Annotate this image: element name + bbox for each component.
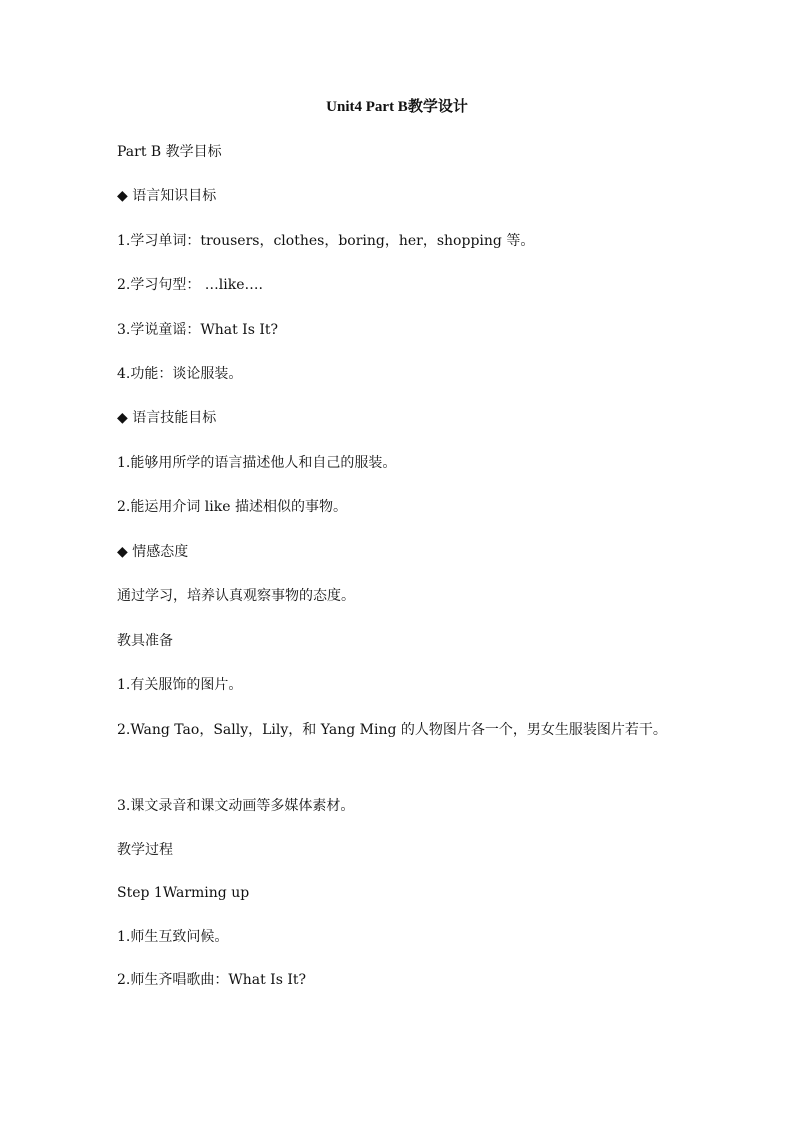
materials-item-character-pictures: 2.Wang Tao，Sally，Lily，和 Yang Ming 的人物图片各一个，男女生服装图片若干。	[117, 722, 667, 738]
skill-item-use-like: 2.能运用介词 like 描述相似的事物。	[117, 499, 347, 515]
goal-item-vocabulary: 1.学习单词：trousers，clothes，boring，her，shopping 等。	[117, 233, 535, 249]
materials-item-multimedia: 3.课文录音和课文动画等多媒体素材。	[117, 798, 355, 814]
step-item-greetings: 1.师生互致问候。	[117, 929, 229, 945]
goal-item-chant: 3.学说童谣：What Is It?	[117, 322, 279, 338]
skill-item-describe-clothes: 1.能够用所学的语言描述他人和自己的服装。	[117, 455, 397, 471]
document-title: Unit4 Part B教学设计	[326, 99, 468, 115]
materials-item-pictures: 1.有关服饰的图片。	[117, 677, 243, 693]
subheading-attitude: ◆ 情感态度	[117, 544, 189, 560]
attitude-text: 通过学习，培养认真观察事物的态度。	[117, 588, 355, 604]
step-heading-warming-up: Step 1Warming up	[117, 885, 250, 901]
section-heading-materials: 教具准备	[117, 633, 173, 649]
goal-item-sentence-pattern: 2.学习句型： …like….	[117, 277, 263, 293]
subheading-skill-goals: ◆ 语言技能目标	[117, 410, 217, 426]
section-heading-process: 教学过程	[117, 842, 173, 858]
subheading-knowledge-goals: ◆ 语言知识目标	[117, 188, 217, 204]
goal-item-function: 4.功能：谈论服装。	[117, 366, 243, 382]
step-item-sing-song: 2.师生齐唱歌曲：What Is It?	[117, 972, 307, 988]
section-heading-objectives: Part B 教学目标	[117, 144, 222, 160]
